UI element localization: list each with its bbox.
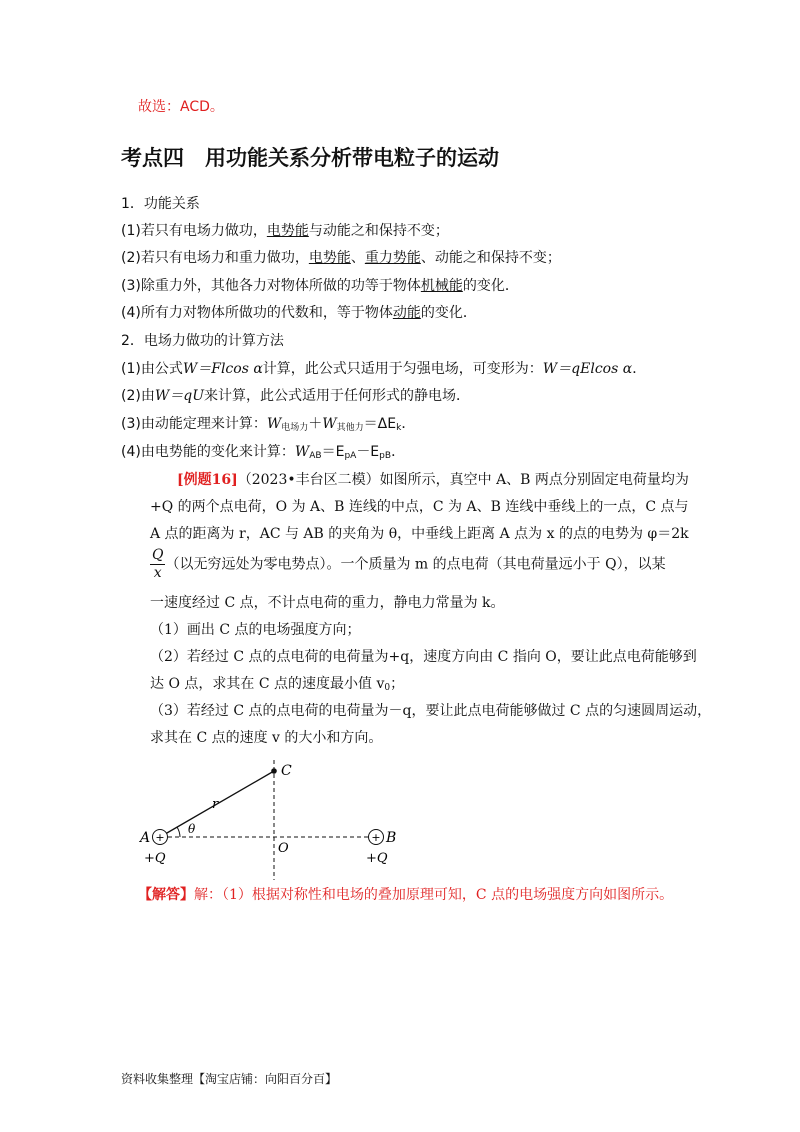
method-3: (3)由动能定理来计算：$W_{电场力}+W_{其他力}=\Delta E_k$． (121, 416, 416, 433)
example-line-2: +Q 的两个点电荷，O 为 A、B 连线的中点，C 为 A、B 连线中垂线上的一点，C 点与 (150, 499, 689, 515)
question-1: （1）画出 C 点的电场强度方向； (150, 622, 361, 638)
rule-1: (1)若只有电场力做功，电势能与动能之和保持不变； (121, 223, 449, 239)
section2-heading: 2．电场力做功的计算方法 (121, 333, 284, 349)
charge-b-sign: + (371, 831, 381, 844)
solution-line: 【解答】解：（1）根据对称性和电场的叠加原理可知，C 点的电场强度方向如图所示。 (138, 887, 674, 903)
section1-heading: 1．功能关系 (121, 196, 200, 212)
charge-diagram (130, 755, 420, 885)
label-a: A (140, 830, 151, 846)
label-b: B (386, 830, 397, 846)
example-line-4: $\frac{Q}{x}$ （以无穷远处为零电势点）。一个质量为 m 的点电荷（其电荷量远小于 Q），以某 (152, 547, 666, 581)
question-3-line-2: 求其在 C 点的速度 v 的大小和方向。 (150, 730, 383, 746)
question-2-line-1: （2）若经过 C 点的点电荷的电荷量为+q，速度方向由 C 指向 O，要让此点电荷能够到 (150, 649, 697, 665)
label-qb: +Q (366, 851, 388, 866)
label-theta: θ (188, 822, 196, 836)
method-2: (2)由W＝qU来计算，此公式适用于任何形式的静电场． (121, 388, 470, 404)
question-3-line-1: （3）若经过 C 点的点电荷的电荷量为－q，要让此点电荷能够做过 C 点的匀速圆周运动， (150, 703, 712, 719)
label-r: r (212, 797, 219, 812)
rule-2: (2)若只有电场力和重力做功，电势能、重力势能、动能之和保持不变； (121, 250, 561, 266)
example-line-5: 一速度经过 C 点，不计点电荷的重力，静电力常量为 k。 (150, 595, 505, 611)
question-2-line-2: 达 O 点，求其在 C 点的速度最小值 $v_0$； (150, 676, 405, 693)
method-4: (4)由电势能的变化来计算：$W_{AB}=E_{pA}-E_{pB}$． (121, 444, 406, 461)
example-line-1: [例题16]（2023•丰台区二模）如图所示，真空中 A、B 两点分别固定电荷量均为 (177, 472, 689, 488)
charge-a-sign: + (155, 831, 165, 844)
rule-3: (3)除重力外，其他各力对物体所做的功等于物体机械能的变化． (121, 278, 519, 294)
point-c (271, 768, 277, 774)
label-c: C (281, 763, 292, 779)
label-qa: +Q (144, 851, 166, 866)
theta-arc (177, 827, 180, 837)
potential-fraction: $\frac{Q}{x}$ (152, 547, 164, 581)
section-title: 考点四 用功能关系分析带电粒子的运动 (121, 146, 499, 170)
label-o: O (278, 841, 289, 856)
solution-tag: 【解答】 (138, 887, 194, 903)
example-label: [例题16] (177, 472, 238, 488)
example-line-3: A 点的距离为 r，AC 与 AB 的夹角为 θ，中垂线上距离 A 点为 x 的点的电势为 φ＝2k (150, 526, 689, 542)
method-1: (1)由公式W＝Flcos α计算，此公式只适用于匀强电场，可变形为：W＝qElcos α． (121, 361, 647, 377)
answer-line: 故选：ACD。 (138, 99, 224, 115)
footer-note: 资料收集整理【淘宝店铺：向阳百分百】 (121, 1072, 338, 1086)
rule-4: (4)所有力对物体所做功的代数和，等于物体动能的变化． (121, 305, 477, 321)
